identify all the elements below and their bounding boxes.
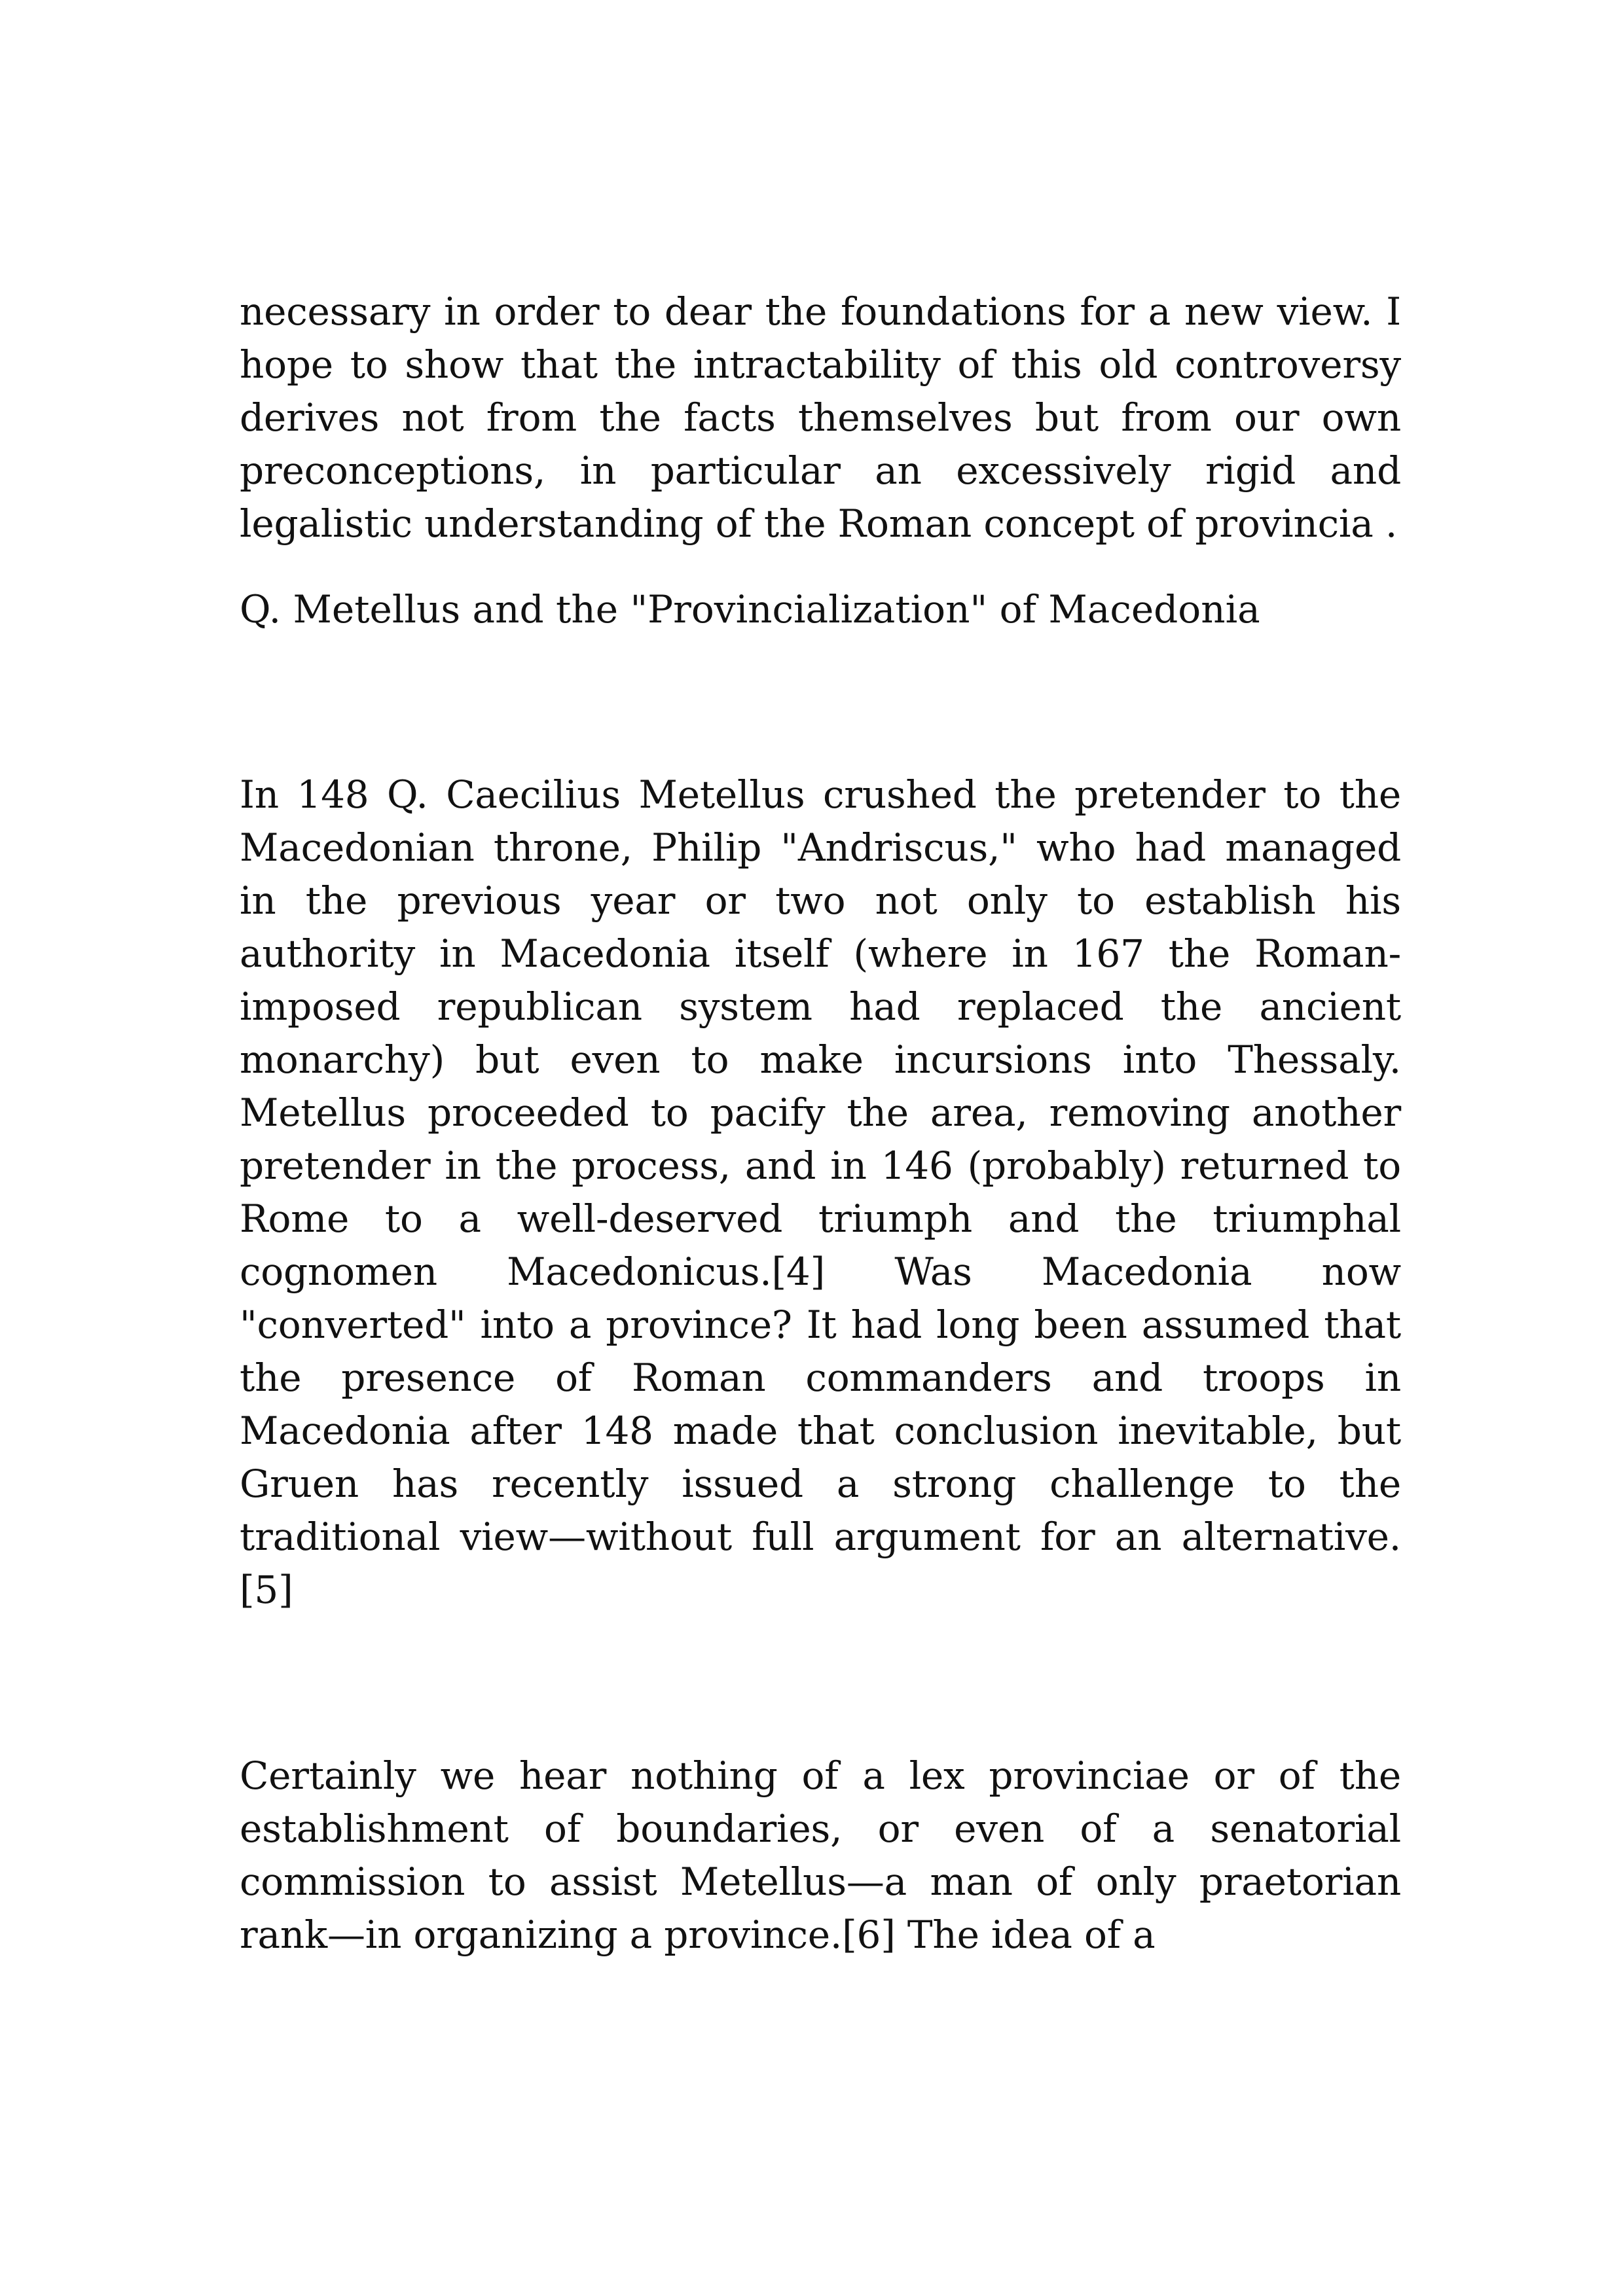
- paragraph-lex-provinciae: Certainly we hear nothing of a lex provinciae or of the establishment of boundaries, or even of a senatorial commission to assist Metellus—a man of only praetorian rank—in organizing a province.[6] The idea of a: [240, 1753, 1401, 1957]
- paragraph-intro: necessary in order to dear the foundations for a new view. I hope to show that the intractability of this old controversy derives not from the facts themselves but from our own preconceptions, in particular an excessively rigid and legalistic understanding of the Roman concept of provincia .: [240, 289, 1401, 546]
- document-page: [240, 285, 1401, 1962]
- paragraph-metellus: In 148 Q. Caecilius Metellus crushed the pretender to the Macedonian throne, Philip "Andriscus," who had managed in the previous year or two not only to establish his authority in Macedonia itself (where in 167 the Roman-imposed republican system had replaced the ancient monarchy) but even to make incursions into Thessaly. Metellus proceeded to pacify the area, removing another pretender in the process, and in 146 (probably) returned to Rome to a well-deserved triumph and the triumphal cognomen Macedonicus.[4] Was Macedonia now "converted" into a province? It had long been assumed that the presence of Roman commanders and troops in Macedonia after 148 made that conclusion inevitable, but Gruen has recently issued a strong challenge to the traditional view—without full argument for an alternative.[5]: [240, 772, 1401, 1612]
- section-heading: Q. Metellus and the "Provincialization" of Macedonia: [240, 587, 1260, 632]
